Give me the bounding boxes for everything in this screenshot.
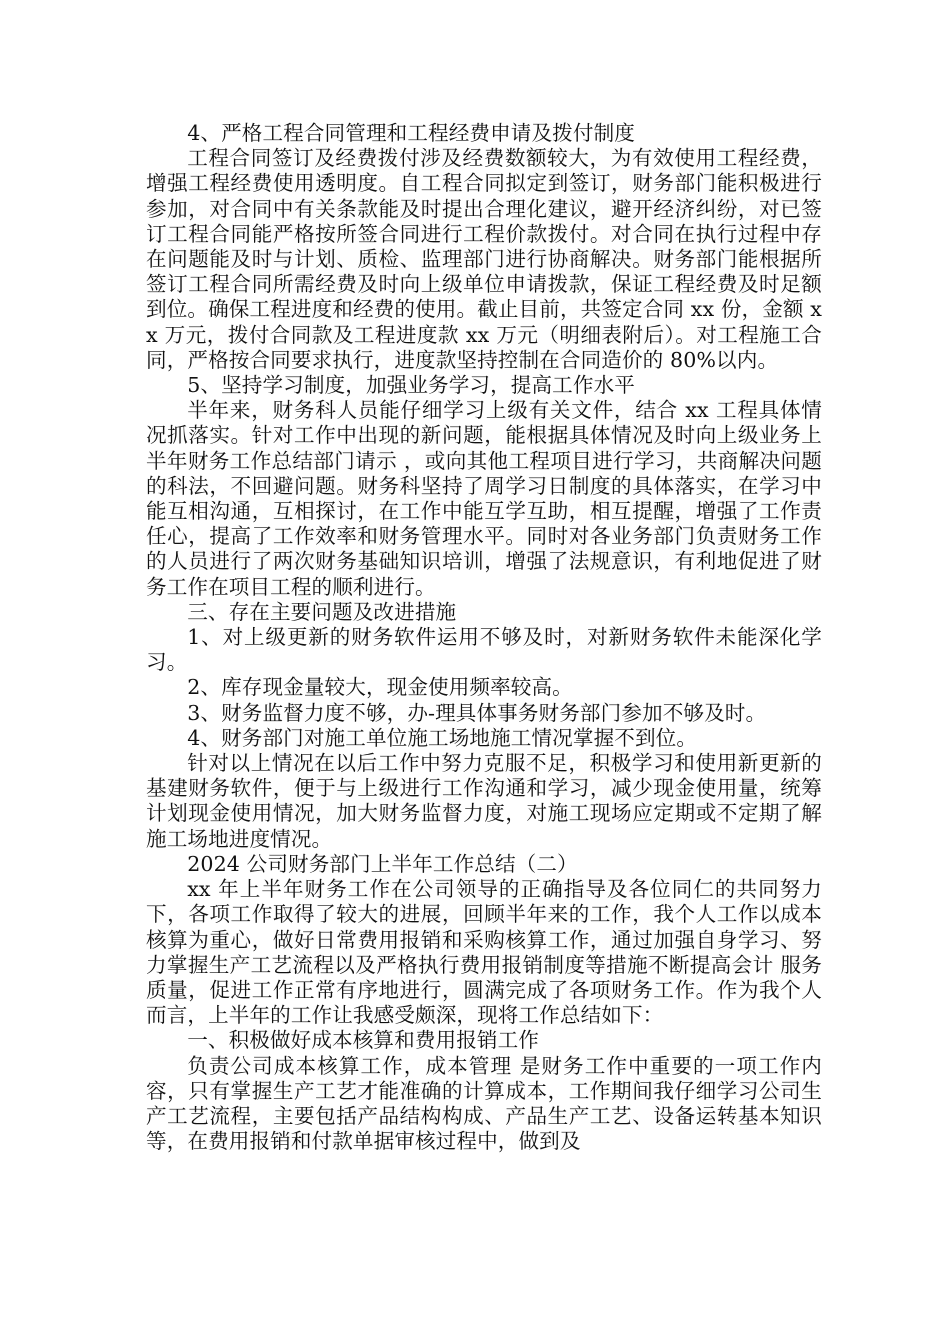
heading-problems-measures: 三、存在主要问题及改进措施 [187,599,457,624]
section-title-summary-2: 2024 公司财务部门上半年工作总结（二） [187,851,578,876]
list-item-problem-2: 2、库存现金量较大，现金使用频率较高。 [187,675,573,700]
list-item-problem-3: 3、财务监督力度不够，办-理具体事务财务部门参加不够及时。 [187,700,767,725]
paragraph-improvement: 针对以上情况在以后工作中努力克服不足，积极学习和使用新更新的基建财务软件，便于与上级进行工作沟通和学习，减少现金使用量，统筹计划现金使用情况，加大财务监督力度，对施工现场应定期或不定期了解施工场地进度情况。 [146,751,822,851]
paragraph-contract-management: 工程合同签订及经费拨付涉及经费数额较大，为有效使用工程经费，增强工程经费使用透明度。自工程合同拟定到签订，财务部门能积极进行参加，对合同中有关条款能及时提出合理化建议，避开经济纠纷，对已签订工程合同能严格按所签合同进行工程价款拨付。对合同在执行过程中存在问题能及时与计划、质检、监理部门进行协商解决。财务部门能根据所签订工程合同所需经费及时向上级单位申请拨款，保证工程经费及时足额到位。确保工程进度和经费的使用。截止目前，共签定合同 xx 份，金额 xx 万元，拨付合同款及工程进度款 xx 万元（明细表附后）。对工程施工合同，严格按合同要求执行，进度款坚持控制在合同造价的 80%以内。 [146,146,822,372]
list-item-problem-1: 1、对上级更新的财务软件运用不够及时，对新财务软件未能深化学习。 [146,625,822,675]
paragraph-summary-intro: xx 年上半年财务工作在公司领导的正确指导及各位同仁的共同努力下，各项工作取得了较大的进展，回顾半年来的工作，我个人工作以成本核算为重心，做好日常费用报销和采购核算工作，通过加强自身学习、努力掌握生产工艺流程以及严格执行费用报销制度等措施不断提高会计 服务质量，促进工作正常有序地进行，圆满完成了各项财务工作。作为我个人而言，上半年的工作让我感受颇深，现将工作总结如下： [146,877,822,1028]
document-page [146,121,822,1154]
heading-study-system: 5、坚持学习制度，加强业务学习，提高工作水平 [187,373,635,398]
heading-cost-accounting: 一、积极做好成本核算和费用报销工作 [187,1028,539,1053]
list-item-problem-4: 4、财务部门对施工单位施工场地施工情况掌握不到位。 [187,725,698,750]
heading-contract-management: 4、严格工程合同管理和工程经费申请及拨付制度 [187,121,635,145]
paragraph-study-system: 半年来，财务科人员能仔细学习上级有关文件，结合 xx 工程具体情况抓落实。针对工作中出现的新问题，能根据具体情况及时向上级业务上半年财务工作总结部门请示 ，或向其他工程项目进行学习，共商解决问题的科法，不回避问题。财务科坚持了周学习日制度的具体落实，在学习中能互相沟通，互相探讨，在工作中能互学互助，相互提醒，增强了工作责任心，提高了工作效率和财务管理水平。同时对各业务部门负责财务工作的人员进行了两次财务基础知识培训，增强了法规意识，有利地促进了财务工作在项目工程的顺利进行。 [146,398,822,599]
paragraph-cost-accounting: 负责公司成本核算工作，成本管理 是财务工作中重要的一项工作内容，只有掌握生产工艺才能准确的计算成本，工作期间我仔细学习公司生产工艺流程，主要包括产品结构构成、产品生产工艺、设备运转基本知识等，在费用报销和付款单据审核过程中，做到及 [146,1053,822,1154]
